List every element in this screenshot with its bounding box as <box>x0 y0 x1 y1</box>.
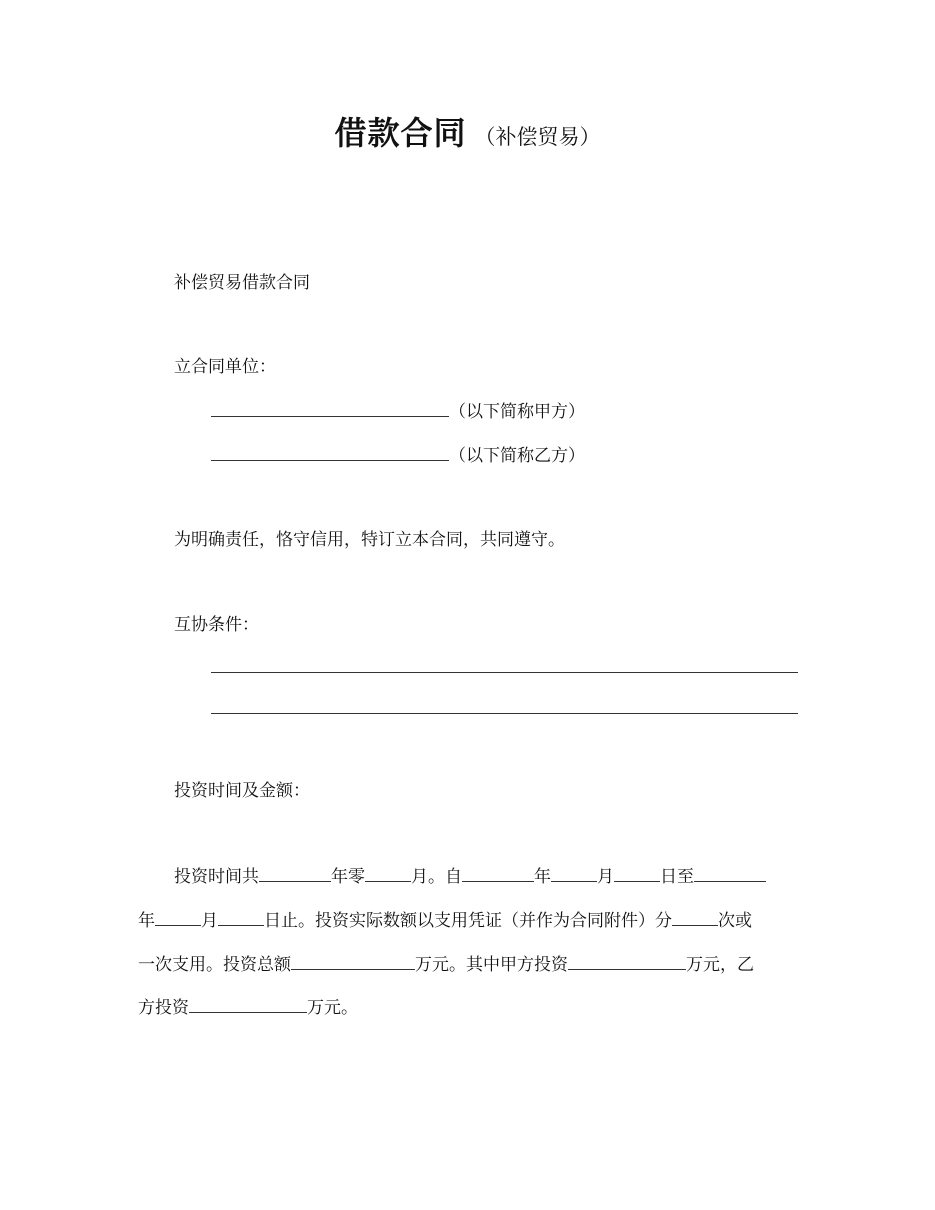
conditions-blank-line-1[interactable] <box>211 672 798 673</box>
party-b-blank[interactable] <box>211 442 449 461</box>
investment-text: 投资时间共 <box>174 867 259 887</box>
party-b-line <box>211 442 585 468</box>
investment-text: 日至 <box>660 867 694 887</box>
investment-text: 月 <box>201 911 218 931</box>
party-a-blank[interactable] <box>211 398 449 417</box>
start-year-blank[interactable] <box>462 863 534 882</box>
parties-label: 立合同单位： <box>174 357 276 377</box>
end-year-blank[interactable] <box>694 863 766 882</box>
party-a-line <box>211 398 585 424</box>
contract-heading: 补偿贸易借款合同 <box>174 273 310 293</box>
investment-text: 次或 <box>718 911 752 931</box>
party-a-suffix: （以下简称甲方） <box>449 402 585 422</box>
investment-text: 万元。其中甲方投资 <box>415 955 568 975</box>
investment-text: 月 <box>597 867 614 887</box>
investment-text: 年零 <box>331 867 365 887</box>
start-month-blank[interactable] <box>551 863 597 882</box>
investment-line-2 <box>138 907 752 933</box>
investment-line-4 <box>138 994 358 1020</box>
investment-text: 万元。 <box>307 998 358 1018</box>
title-main: 借款合同 <box>334 114 467 152</box>
party-b-suffix: （以下简称乙方） <box>449 446 585 466</box>
investment-text: 月。自 <box>411 867 462 887</box>
investment-line-3 <box>138 951 754 977</box>
start-day-blank[interactable] <box>614 863 660 882</box>
party-b-amount-blank[interactable] <box>189 994 307 1013</box>
duration-months-blank[interactable] <box>365 863 411 882</box>
duration-years-blank[interactable] <box>259 863 331 882</box>
investment-text: 万元，乙 <box>686 955 754 975</box>
document-title <box>0 108 935 154</box>
investment-text: 年 <box>138 911 155 931</box>
investment-text: 年 <box>534 867 551 887</box>
conditions-label: 互协条件： <box>174 615 259 635</box>
total-amount-blank[interactable] <box>291 951 415 970</box>
investment-label: 投资时间及金额： <box>174 781 310 801</box>
installments-blank[interactable] <box>672 907 718 926</box>
title-subtitle: （补偿贸易） <box>474 125 601 149</box>
investment-line-1 <box>174 863 766 889</box>
investment-text: 日止。投资实际数额以支用凭证（并作为合同附件）分 <box>264 911 672 931</box>
party-a-amount-blank[interactable] <box>568 951 686 970</box>
end-month-blank[interactable] <box>155 907 201 926</box>
investment-text: 一次支用。投资总额 <box>138 955 291 975</box>
conditions-blank-line-2[interactable] <box>211 713 798 714</box>
investment-text: 方投资 <box>138 998 189 1018</box>
purpose-statement: 为明确责任，恪守信用，特订立本合同，共同遵守。 <box>174 530 565 550</box>
end-day-blank[interactable] <box>218 907 264 926</box>
